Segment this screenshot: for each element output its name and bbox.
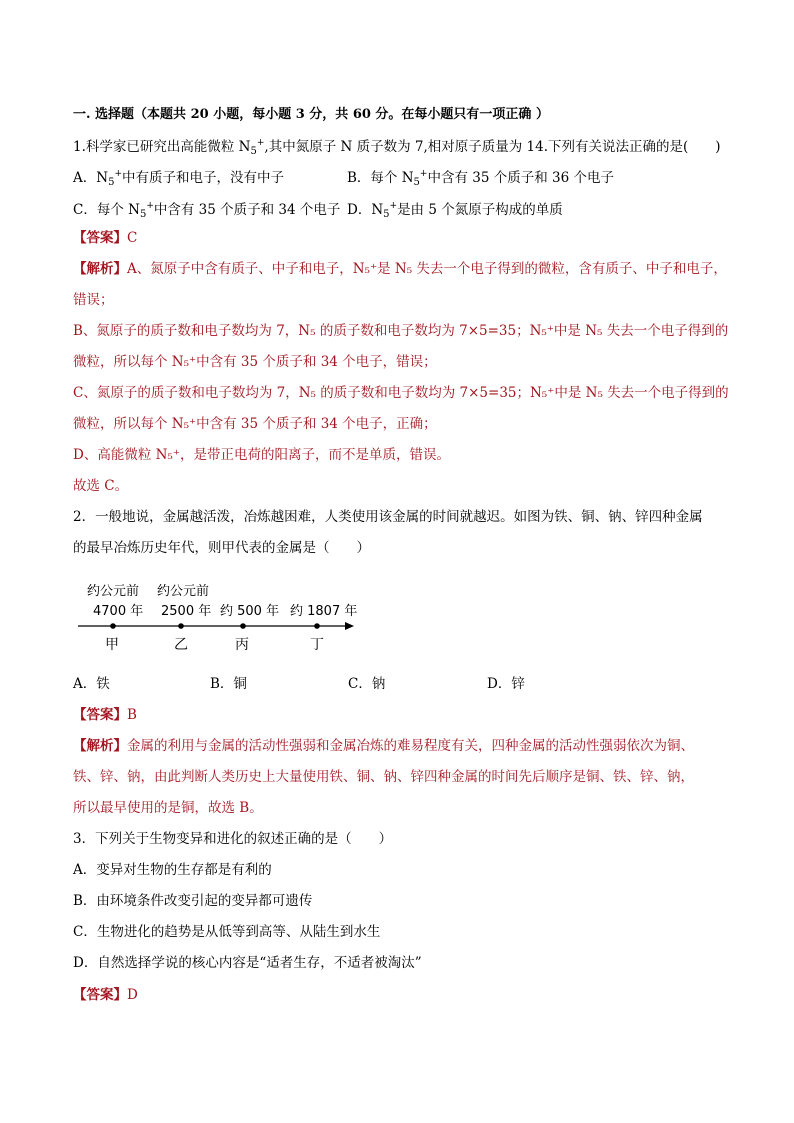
timeline-label-ding: 丁 [310,637,324,653]
q1-analysis-line-6: 微粒，所以每个 N₅⁺中含有 35 个质子和 34 个电子，正确； [73,416,437,432]
q2-option-c: C．钠 [348,676,386,692]
section-title: 一. 选择题（本题共 20 小题，每小题 3 分，共 60 分。在每小题只有一项正确 ） [73,107,549,122]
q3-answer: 【答案】D [73,987,138,1003]
q1-option-d: D．$N_5^+$是由 5 个氮原子构成的单质 [347,201,563,220]
q1-option-c: C．每个 $N_5^+$中含有 35 个质子和 34 个电子 [73,201,341,220]
q1-option-b: B．每个 $N_5^+$中含有 35 个质子和 36 个电子 [347,169,614,188]
timeline-prefix-2: 约公元前 [157,584,210,599]
q2-stem-line-2: 的最早冶炼历史年代，则甲代表的金属是（ ） [73,540,370,556]
timeline-year-1: 4700 年 [93,604,144,619]
n5-plus-symbol: $_5$+ [139,201,154,220]
q1-analysis-line-2: 错误； [73,292,114,308]
q3-option-b: B．由环境条件改变引起的变异都可遗传 [73,893,313,909]
q2-option-d: D．锌 [487,676,525,692]
q2-analysis-line-1: 【解析】金属的利用与金属的活动性强弱和金属冶炼的难易程度有关，四种金属的活动性强弱依次为铜、 [73,738,694,754]
history-timeline [73,580,363,660]
n5-plus-symbol: $_5$+ [250,138,265,157]
timeline-label-bing: 丙 [235,637,249,653]
timeline-year-3: 约 500 年 [220,604,280,619]
timeline-label-yi: 乙 [174,637,188,653]
q2-analysis-line-2: 铁、锌、钠，由此判断人类历史上大量使用铁、铜、钠、锌四种金属的时间先后顺序是铜、铁、锌、钠， [73,769,694,785]
q3-option-c: C．生物进化的趋势是从低等到高等、从陆生到水生 [73,924,381,940]
n5-plus-symbol: $_5$+ [413,169,428,188]
timeline-prefix-1: 约公元前 [87,584,140,599]
q1-answer: 【答案】C [73,230,138,246]
q2-option-b: B．铜 [210,676,247,692]
timeline-year-2: 2500 年 [161,604,212,619]
q1-conclusion: 故选 C。 [73,478,129,494]
q1-analysis-line-3: B、氮原子的质子数和电子数均为 7，N₅ 的质子数和电子数均为 7×5=35；N₅⁺中是 N₅ 失去一个电子得到的 [73,323,729,339]
q1-stem [73,133,721,162]
q1-stem-b: ,其中氮原子 N 质子数为 7,相对原子质量为 14.下列有关说法正确的是( ) [264,139,721,155]
q1-analysis-line-4: 微粒，所以每个 N₅⁺中含有 35 个质子和 34 个电子，错误； [73,354,437,370]
q3-option-d: D．自然选择学说的核心内容是“适者生存，不适者被淘汰” [73,955,422,971]
q1-analysis-line-5: C、氮原子的质子数和电子数均为 7，N₅ 的质子数和电子数均为 7×5=35；N₅⁺中是 N₅ 失去一个电子得到的 [73,385,729,401]
q1-stem-a: 1.科学家已研究出高能微粒 N [73,139,251,155]
q1-option-a: A．$N_5^+$中有质子和电子，没有中子 [73,169,284,188]
n5-plus-symbol: $_5$+ [383,201,398,220]
q3-stem: 3．下列关于生物变异和进化的叙述正确的是（ ） [73,831,393,847]
n5-plus-symbol: $_5$+ [108,169,122,188]
q2-stem-line-1: 2．一般地说，金属越活泼，冶炼越困难，人类使用该金属的时间就越迟。如图为铁、铜、钠、锌四种金属 [73,509,703,525]
timeline-year-4: 约 1807 年 [290,604,358,619]
q2-option-a: A．铁 [73,676,110,692]
q2-answer: 【答案】B [73,707,137,723]
q2-analysis-line-3: 所以最早使用的是铜，故选 B。 [73,800,263,816]
timeline-label-jia: 甲 [105,637,119,653]
q3-option-a: A．变异对生物的生存都是有利的 [73,862,272,878]
q1-analysis-line-7: D、高能微粒 N₅⁺，是带正电荷的阳离子，而不是单质，错误。 [73,447,450,463]
q1-analysis-line-1: 【解析】A、氮原子中含有质子、中子和电子，N₅⁺是 N₅ 失去一个电子得到的微粒，含有质子、中子和电子， [73,261,727,277]
